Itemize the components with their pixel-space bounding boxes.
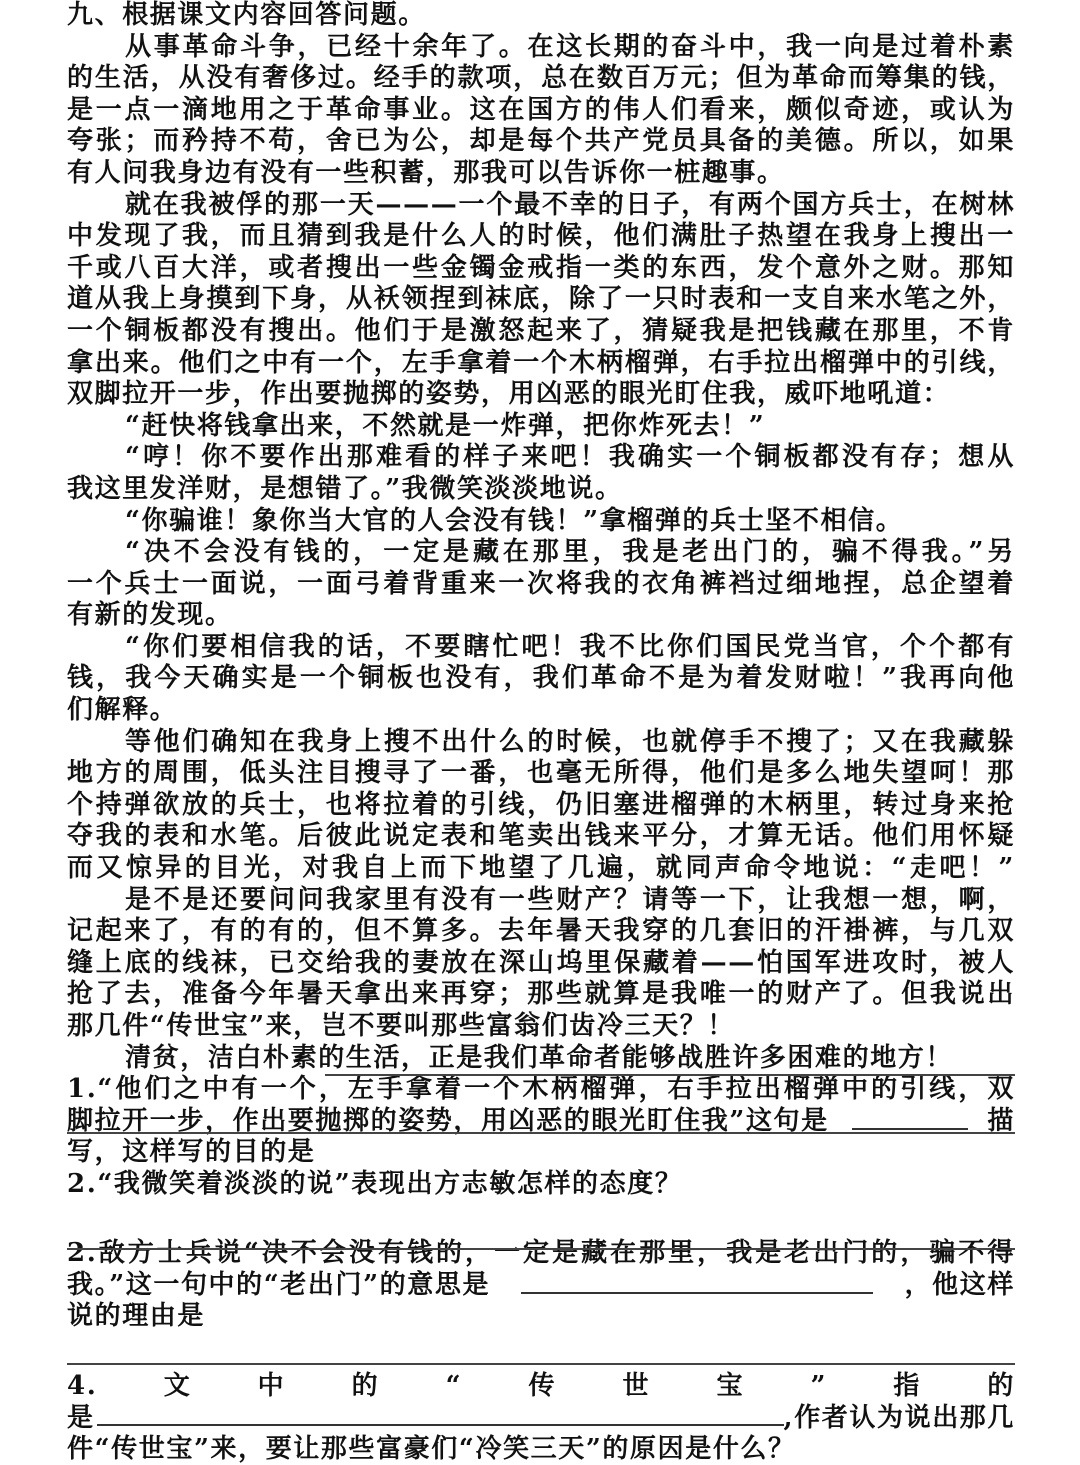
question-4 <box>67 1371 1015 1465</box>
passage-line: “决不会没有钱的，一定是藏在那里，我是老出门的，骗不得我。”另 <box>125 537 1015 568</box>
answer-line-q3[interactable] <box>67 1248 1015 1250</box>
reading-passage <box>67 32 1015 1075</box>
passage-line: 就在我被俘的那一天———一个最不幸的日子，有两个国方兵士，在树林 <box>125 189 1015 220</box>
question-4-word: 传 <box>528 1370 557 1401</box>
question-4-word: 的 <box>351 1370 380 1401</box>
question-4-word: 4. <box>67 1370 98 1401</box>
question-4-line-1 <box>67 1371 1015 1403</box>
question-4-word: 指 <box>893 1370 921 1401</box>
passage-line: “你们要相信我的话，不要瞎忙吧！我不比你们国民党当官，个个都有 <box>125 631 1015 662</box>
answer-line-q2[interactable] <box>67 1132 1015 1134</box>
section-title: 九、根据课文内容回答问题。 <box>67 0 426 30</box>
question-2 <box>67 1169 1015 1232</box>
passage-line: 有新的发现。 <box>67 600 233 631</box>
passage-line: 夺我的表和水笔。后彼此说定表和笔卖出钱来平分，才算无话。他们用怀疑 <box>67 821 1015 852</box>
question-4-line-3: 件“传世宝”来，要让那些富豪们“冷笑三天”的原因是什么？ <box>67 1433 796 1464</box>
question-4-word: 中 <box>257 1370 286 1401</box>
passage-line: 而又惊异的目光，对我自上而下地望了几遍，就同声命令地说：“走吧！” <box>67 853 1015 884</box>
passage-line: 们解释。 <box>67 695 178 726</box>
question-3-blank-meaning[interactable] <box>521 1270 873 1294</box>
passage-line: “赶快将钱拿出来，不然就是一炸弹，把你炸死去！” <box>125 410 766 441</box>
passage-line: 清贫，洁白朴素的生活，正是我们革命者能够战胜许多困难的地方！ <box>125 1042 954 1073</box>
question-4-text: 是 <box>67 1403 95 1434</box>
question-1-blank-description-type[interactable] <box>852 1106 968 1130</box>
passage-line: 等他们确知在我身上搜不出什么的时候，也就停手不搜了；又在我藏躲 <box>125 726 1015 757</box>
question-3-text-end: ，他这样 <box>904 1269 1015 1300</box>
passage-line: 是不是还要问问我家里有没有一些财产？请等一下，让我想一想，啊， <box>125 884 1015 915</box>
passage-line: 中发现了我，而且猜到我是什么人的时候，他们满肚子热望在我身上搜出一 <box>67 221 1015 252</box>
question-1-line-3 <box>67 1137 1015 1169</box>
passage-line: 有人问我身边有没有一些积蓄，那我可以告诉你一桩趣事。 <box>67 157 785 188</box>
question-3-text: 我。”这一句中的“老出门”的意思是 <box>67 1269 491 1300</box>
question-4-word: “ <box>445 1370 463 1401</box>
question-2-text: 2.“我微笑着淡淡的说”表现出方志敏怎样的态度？ <box>67 1168 683 1199</box>
passage-line: 缝上底的线袜，已交给我的妻放在深山坞里保藏着——怕国军进攻时，被人 <box>67 947 1015 978</box>
passage-line: 拿出来。他们之中有一个，左手拿着一个木柄榴弹，右手拉出榴弹中的引线， <box>67 347 1015 378</box>
passage-line: 夸张；而矜持不苟，舍已为公，却是每个共产党员具备的美德。所以，如果 <box>67 126 1015 157</box>
passage-line: 记起来了，有的有的，但不算多。去年暑天我穿的几套旧的汗褂裤，与几双 <box>67 916 1015 947</box>
question-4-word: 宝 <box>716 1370 745 1401</box>
question-1-text: 脚拉开一步，作出要抛掷的姿势，用凶恶的眼光盯住我”这句是 <box>67 1105 829 1136</box>
answer-line-q4[interactable] <box>67 1363 1015 1365</box>
question-3-line-2 <box>67 1270 1015 1302</box>
passage-line: 双脚拉开一步，作出要抛掷的姿势，用凶恶的眼光盯住我，威吓地吼道： <box>67 379 951 410</box>
question-4-line-2 <box>67 1402 1015 1434</box>
passage-line: 的生活，从没有奢侈过。经手的款项，总在数百万元；但为革命而筹集的钱， <box>67 63 1015 94</box>
question-4-word: 世 <box>622 1370 651 1401</box>
passage-line: 一个铜板都没有搜出。他们于是激怒起来了，猜疑我是把钱藏在那里，不肯 <box>67 315 1015 346</box>
question-4-word: 的 <box>987 1370 1015 1401</box>
question-4-word: ” <box>810 1370 827 1401</box>
passage-line: 从事革命斗争，已经十余年了。在这长期的奋斗中，我一向是过着朴素 <box>125 31 1015 62</box>
passage-line: 抢了去，准备今年暑天拿出来再穿；那些就算是我唯一的财产了。但我说出 <box>67 979 1015 1010</box>
passage-line: 是一点一滴地用之于革命事业。这在国方的伟人们看来，颇似奇迹，或认为 <box>67 94 1015 125</box>
passage-line: 道从我上身摸到下身，从袄领捏到袜底，除了一只时表和一支自来水笔之外， <box>67 284 1015 315</box>
question-3-line-1: 2.敌方士兵说“决不会没有钱的，一定是藏在那里，我是老出门的，骗不得 <box>67 1238 1015 1269</box>
question-3 <box>67 1238 1015 1364</box>
passage-line: 一个兵士一面说，一面弓着背重来一次将我的衣角裤裆过细地捏，总企望着 <box>67 568 1015 599</box>
question-3-answer-space[interactable] <box>67 1333 1015 1365</box>
passage-line: 千或八百大洋，或者搜出一些金镯金戒指一类的东西，发个意外之财。那知 <box>67 252 1015 283</box>
passage-line: 钱，我今天确实是一个铜板也没有，我们革命不是为着发财啦！”我再向他 <box>67 663 1015 694</box>
worksheet-page <box>67 0 1015 1465</box>
question-1-line-1: 1.“他们之中有一个，左手拿着一个木柄榴弹，右手拉出榴弹中的引线，双 <box>67 1074 1015 1105</box>
question-4-blank-treasure[interactable] <box>97 1402 784 1426</box>
question-1-purpose-label: 写，这样写的目的是 <box>67 1137 316 1168</box>
passage-line: 那几件“传世宝”来，岂不要叫那些富翁们齿冷三天？！ <box>67 1011 735 1041</box>
question-3-reason-label: 说的理由是 <box>67 1301 206 1332</box>
passage-line: 个持弹欲放的兵士，也将拉着的引线，仍旧塞进榴弹的木柄里，转过身来抢 <box>67 789 1015 820</box>
question-1-text-end: 描 <box>987 1105 1015 1136</box>
question-1 <box>67 1074 1015 1169</box>
passage-line: “哼！你不要作出那难看的样子来吧！我确实一个铜板都没有存；想从 <box>125 442 1015 473</box>
answer-line-q1[interactable] <box>325 1074 1015 1076</box>
passage-line: 地方的周围，低头注目搜寻了一番，也毫无所得，他们是多么地失望呵！那 <box>67 758 1015 789</box>
question-4-word: 文 <box>163 1370 192 1401</box>
question-2-answer-space[interactable] <box>67 1201 1015 1233</box>
passage-line: 我这里发洋财，是想错了。”我微笑淡淡地说。 <box>67 473 623 504</box>
passage-line: “你骗谁！象你当大官的人会没有钱！”拿榴弹的兵士坚不相信。 <box>125 505 904 536</box>
question-4-text-end: ,作者认为说出那几 <box>783 1403 1015 1434</box>
